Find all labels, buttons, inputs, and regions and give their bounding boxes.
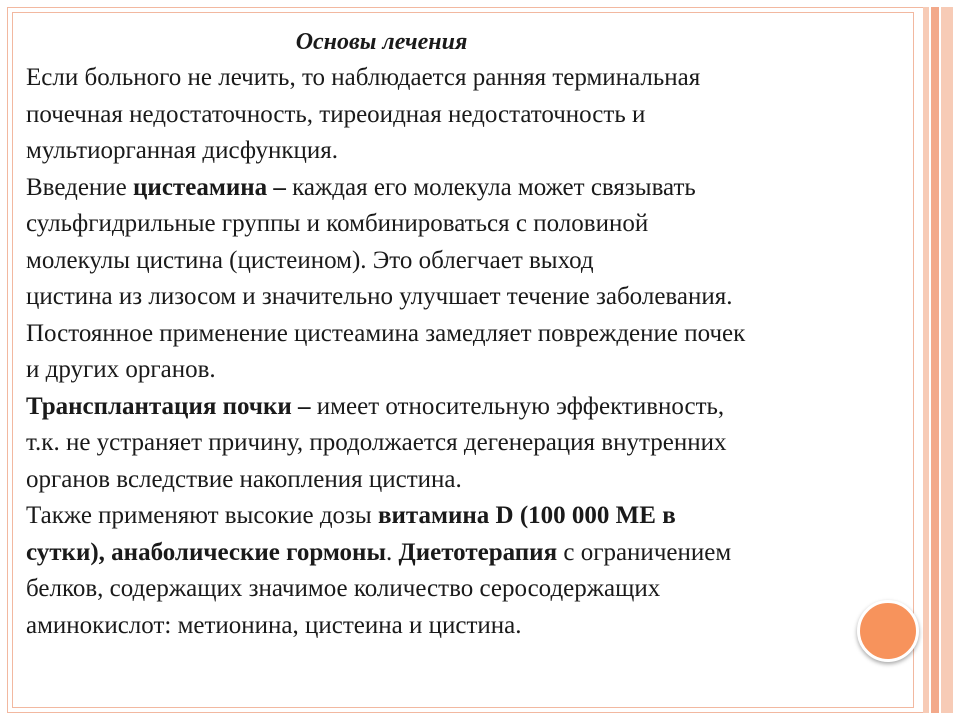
text-line: цистина из лизосом и значительно улучшает течение заболевания.	[26, 283, 733, 310]
bold-term-anabolic: сутки), анаболические гормоны	[26, 538, 386, 566]
text-line: белков, содержащих значимое количество серосодержащих	[26, 575, 661, 602]
text-line: и других органов.	[26, 356, 216, 383]
text-line: мультиорганная дисфункция.	[26, 137, 339, 164]
paragraph-untreated	[26, 60, 946, 170]
text-line: Если больного не лечить, то наблюдается ранняя терминальная	[26, 64, 701, 91]
text-line: почечная недостаточность, тиреоидная недостаточность и	[26, 100, 646, 128]
text-line: Трансплантация почки – имеет относительную эффективность,	[26, 392, 725, 420]
text-line: сутки), анаболические гормоны. Диетотерапия с ограничением	[26, 538, 732, 566]
slide-content	[26, 24, 946, 644]
slide-title: Основы лечения	[295, 29, 468, 55]
bold-term-transplant: Трансплантация почки –	[26, 392, 311, 420]
paragraph-transplant	[26, 389, 946, 499]
bold-term-diet: Диетотерапия	[398, 538, 558, 566]
bold-term-cysteamine: цистеамина –	[133, 173, 286, 201]
paragraph-therapy	[26, 498, 946, 644]
text-line: молекулы цистина (цистеином). Это облегчает выход	[26, 246, 594, 274]
text-line: т.к. не устраняет причину, продолжается дегенерация внутренних	[26, 429, 727, 456]
bold-term-vitamin-d: витамина D (100 000 МЕ в	[377, 502, 676, 529]
decorative-orange-circle	[857, 600, 919, 662]
paragraph-cysteamine	[26, 170, 946, 389]
text-line: Также применяют высокие дозы витамина D (100 000 МЕ в	[26, 502, 676, 529]
text-line: Введение цистеамина – каждая его молекула может связывать	[26, 173, 696, 201]
text-line: аминокислот: метионина, цистеина и цистина.	[26, 611, 522, 639]
text-line: сульфгидрильные группы и комбинироваться с половиной	[26, 210, 649, 237]
text-line: Постоянное применение цистеамина замедляет повреждение почек	[26, 319, 746, 347]
text-line: органов вследствие накопления цистина.	[26, 465, 462, 493]
